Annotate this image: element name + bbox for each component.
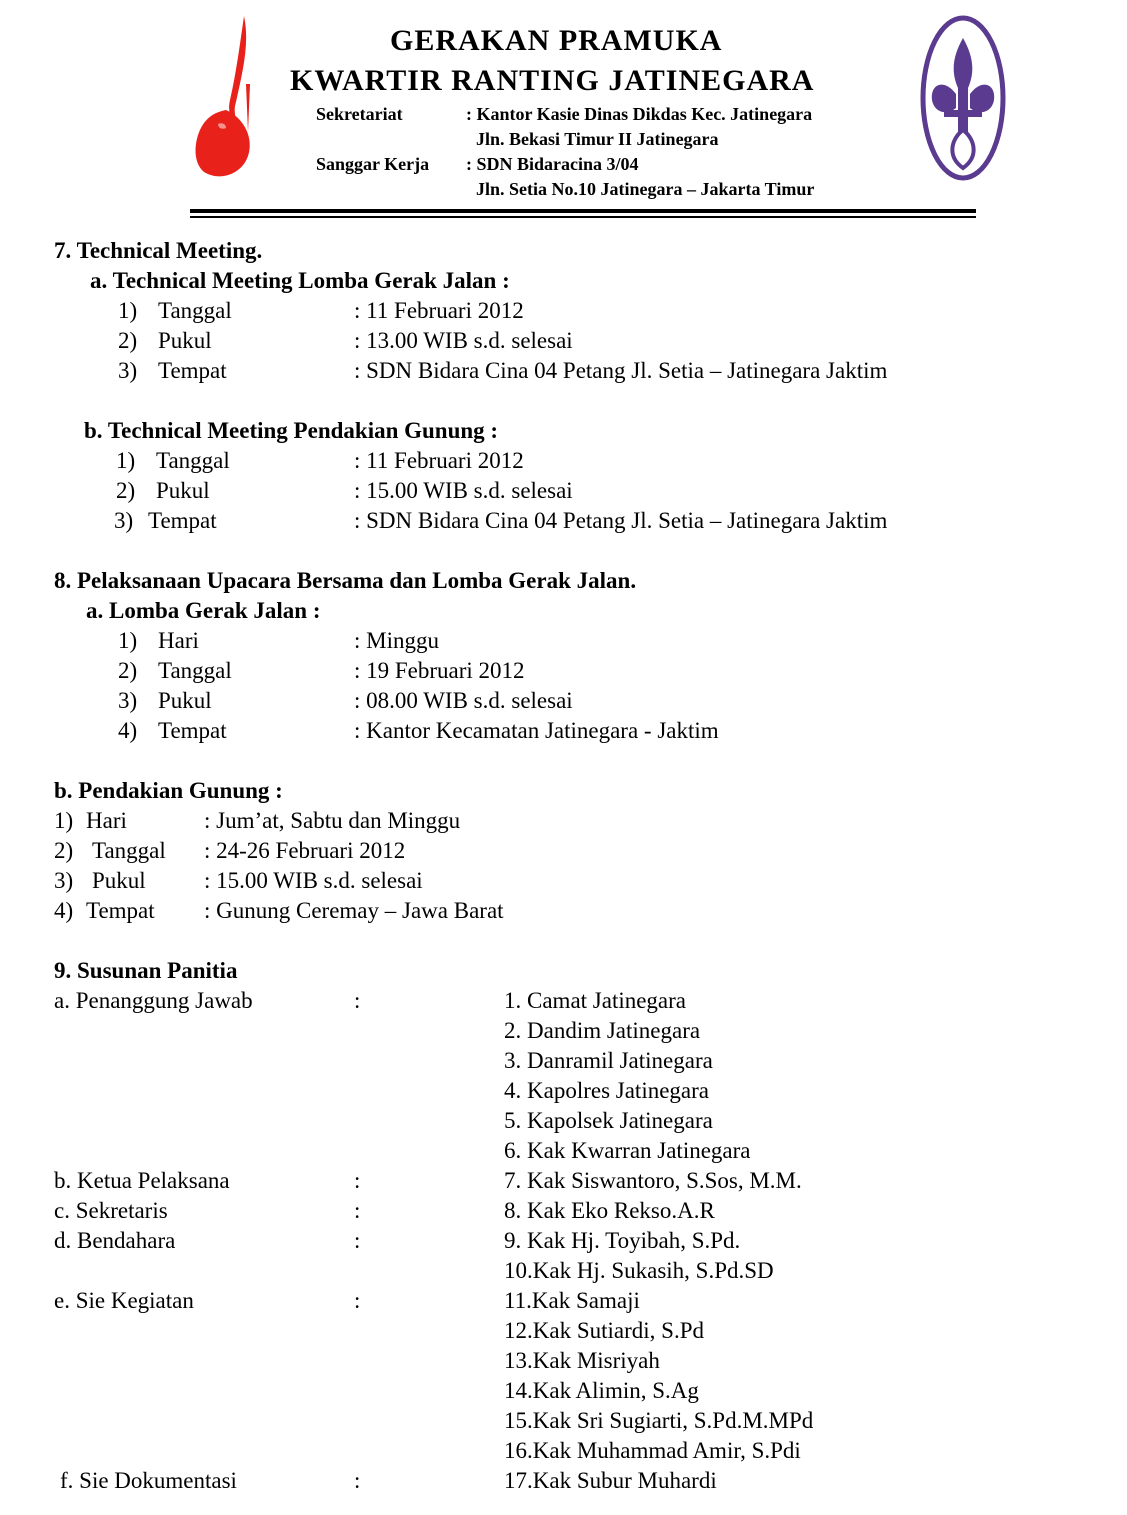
section-7b-title: b. Technical Meeting Pendakian Gunung : bbox=[84, 418, 499, 443]
letterhead-rule-thick bbox=[190, 209, 976, 213]
committee-member: 5. Kapolsek Jatinegara bbox=[504, 1108, 713, 1133]
section-8a-title: a. Lomba Gerak Jalan : bbox=[86, 598, 321, 623]
org-name-line1: GERAKAN PRAMUKA bbox=[390, 24, 723, 57]
committee-member: 10.Kak Hj. Sukasih, S.Pd.SD bbox=[504, 1258, 774, 1283]
committee-member: 6. Kak Kwarran Jatinegara bbox=[504, 1138, 751, 1163]
sekretariat-address-1: : Kantor Kasie Dinas Dikdas Kec. Jatinegara bbox=[466, 104, 813, 124]
committee-member: 9. Kak Hj. Toyibah, S.Pd. bbox=[504, 1228, 741, 1253]
scout-emblem-icon bbox=[918, 12, 1008, 184]
committee-member: 4. Kapolres Jatinegara bbox=[504, 1078, 710, 1103]
section-8-title: 8. Pelaksanaan Upacara Bersama dan Lomba Gerak Jalan. bbox=[54, 568, 637, 593]
sanggar-label: Sanggar Kerja bbox=[316, 154, 430, 174]
committee-member: 14.Kak Alimin, S.Ag bbox=[504, 1378, 699, 1403]
committee-member: 11.Kak Samaji bbox=[504, 1288, 640, 1313]
section-9-title: 9. Susunan Panitia bbox=[54, 958, 238, 983]
committee-member: 2. Dandim Jatinegara bbox=[504, 1018, 701, 1043]
committee-member: 3. Danramil Jatinegara bbox=[504, 1048, 713, 1073]
sanggar-address-2: Jln. Setia No.10 Jatinegara – Jakarta Timur bbox=[476, 179, 815, 199]
sekretariat-label: Sekretariat bbox=[316, 104, 403, 124]
section-7-title: 7. Technical Meeting. bbox=[54, 238, 263, 263]
committee-member: 7. Kak Siswantoro, S.Sos, M.M. bbox=[504, 1168, 802, 1193]
section-7a-title: a. Technical Meeting Lomba Gerak Jalan : bbox=[90, 268, 510, 293]
committee-member: 1. Camat Jatinegara bbox=[504, 988, 687, 1013]
org-name-line2: KWARTIR RANTING JATINEGARA bbox=[290, 64, 815, 97]
section-8b-title: b. Pendakian Gunung : bbox=[54, 778, 283, 803]
letterhead-rule-thin bbox=[190, 216, 976, 218]
committee-member: 13.Kak Misriyah bbox=[504, 1348, 660, 1373]
committee-member: 8. Kak Eko Rekso.A.R bbox=[504, 1198, 715, 1223]
tunas-kelapa-logo-icon bbox=[192, 14, 258, 180]
committee-member: 16.Kak Muhammad Amir, S.Pdi bbox=[504, 1438, 801, 1463]
sekretariat-address-2: Jln. Bekasi Timur II Jatinegara bbox=[476, 129, 719, 149]
committee-member: 12.Kak Sutiardi, S.Pd bbox=[504, 1318, 704, 1343]
sanggar-address-1: : SDN Bidaracina 3/04 bbox=[466, 154, 639, 174]
committee-member: 15.Kak Sri Sugiarti, S.Pd.M.MPd bbox=[504, 1408, 814, 1433]
committee-member: 17.Kak Subur Muhardi bbox=[504, 1468, 717, 1493]
